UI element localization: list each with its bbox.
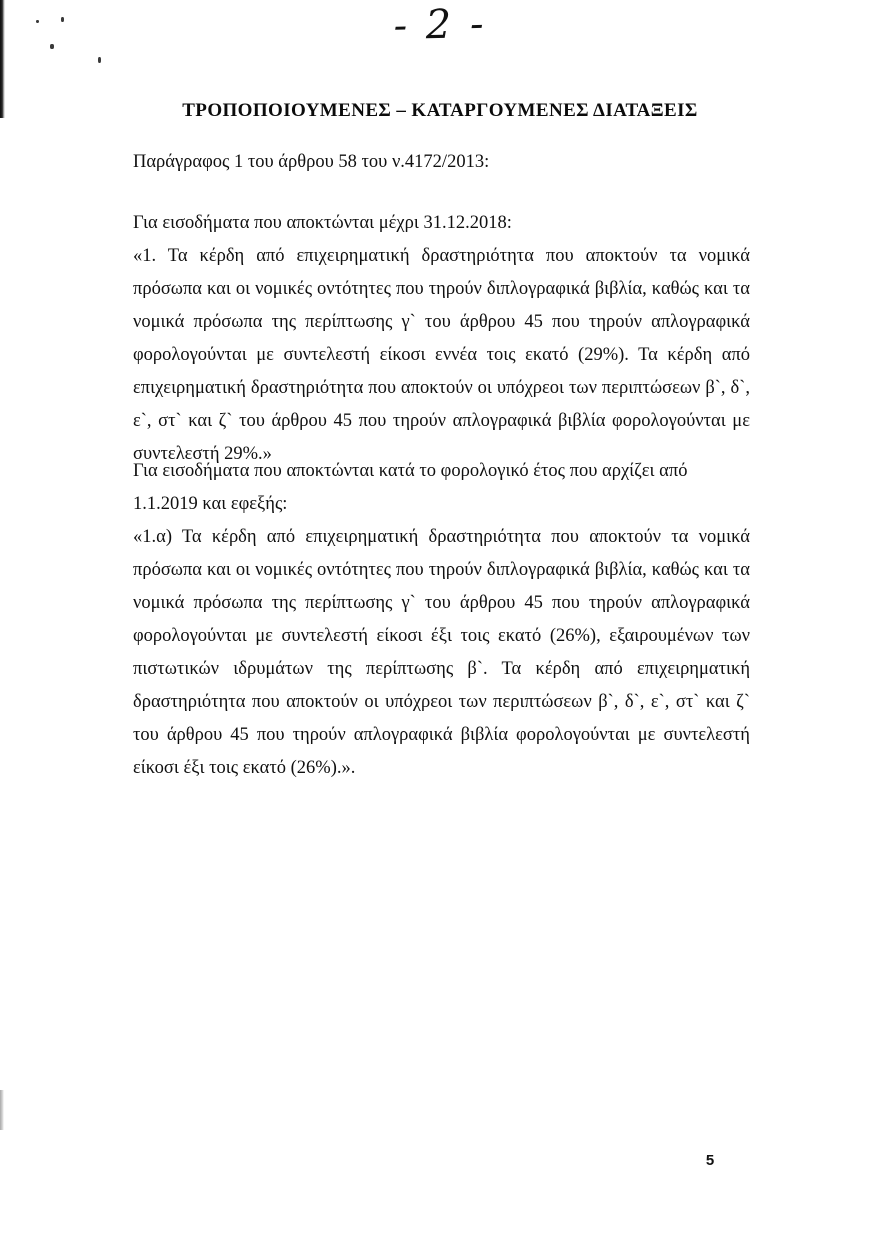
section-quoted-text-2: «1.α) Τα κέρδη από επιχειρηματική δραστηριότητα που αποκτούν τα νομικά πρόσωπα και οι νομικές οντότητες που τηρούν διπλογραφικά βιβλία, καθώς και τα νομικά πρόσωπα της περίπτωσης γ` του άρθρου 45 που τηρούν απλογραφικά φορολογούνται με συντελεστή είκοσι έξι τοις εκατό (26%), εξαιρουμένων των πιστωτικών ιδρυμάτων της περίπτωσης β`. Τα κέρδη από επιχειρηματική δραστηριότητα που αποκτούν οι υπόχρεοι των περιπτώσεων β`, δ`, ε`, στ` και ζ` του άρθρου 45 που τηρούν απλογραφικά βιβλία φορολογούνται με συντελεστή είκοσι έξι τοις εκατό (26%).». <box>133 527 750 778</box>
page-title: ΤΡΟΠΟΠΟΙΟΥΜΕΝΕΣ – ΚΑΤΑΡΓΟΥΜΕΝΕΣ ΔΙΑΤΑΞΕΙΣ <box>182 100 698 121</box>
scan-edge-artifact-lower <box>0 1090 4 1130</box>
section-heading-2: Για εισοδήματα που αποκτώνται κατά το φορολογικό έτος που αρχίζει από 1.1.2019 και εφεξής: <box>133 461 688 514</box>
handwritten-page-marker: - 2 - <box>393 1 487 49</box>
section-heading-1: Για εισοδήματα που αποκτώνται μέχρι 31.12.2018: <box>133 213 512 233</box>
reference-line: Παράγραφος 1 του άρθρου 58 του ν.4172/2013: <box>133 152 490 172</box>
scan-speck <box>98 57 101 63</box>
section-quoted-text-1: «1. Τα κέρδη από επιχειρηματική δραστηριότητα που αποκτούν τα νομικά πρόσωπα και οι νομικές οντότητες που τηρούν διπλογραφικά βιβλία, καθώς και τα νομικά πρόσωπα της περίπτωσης γ` του άρθρου 45 που τηρούν απλογραφικά φορολογούνται με συντελεστή είκοσι εννέα τοις εκατό (29%). Τα κέρδη από επιχειρηματική δραστηριότητα που αποκτούν οι υπόχρεοι των περιπτώσεων β`, δ`, ε`, στ` και ζ` του άρθρου 45 που τηρούν απλογραφικά βιβλία φορολογούνται με συντελεστή 29%.» <box>133 246 750 464</box>
footer-page-number: 5 <box>705 1152 715 1169</box>
